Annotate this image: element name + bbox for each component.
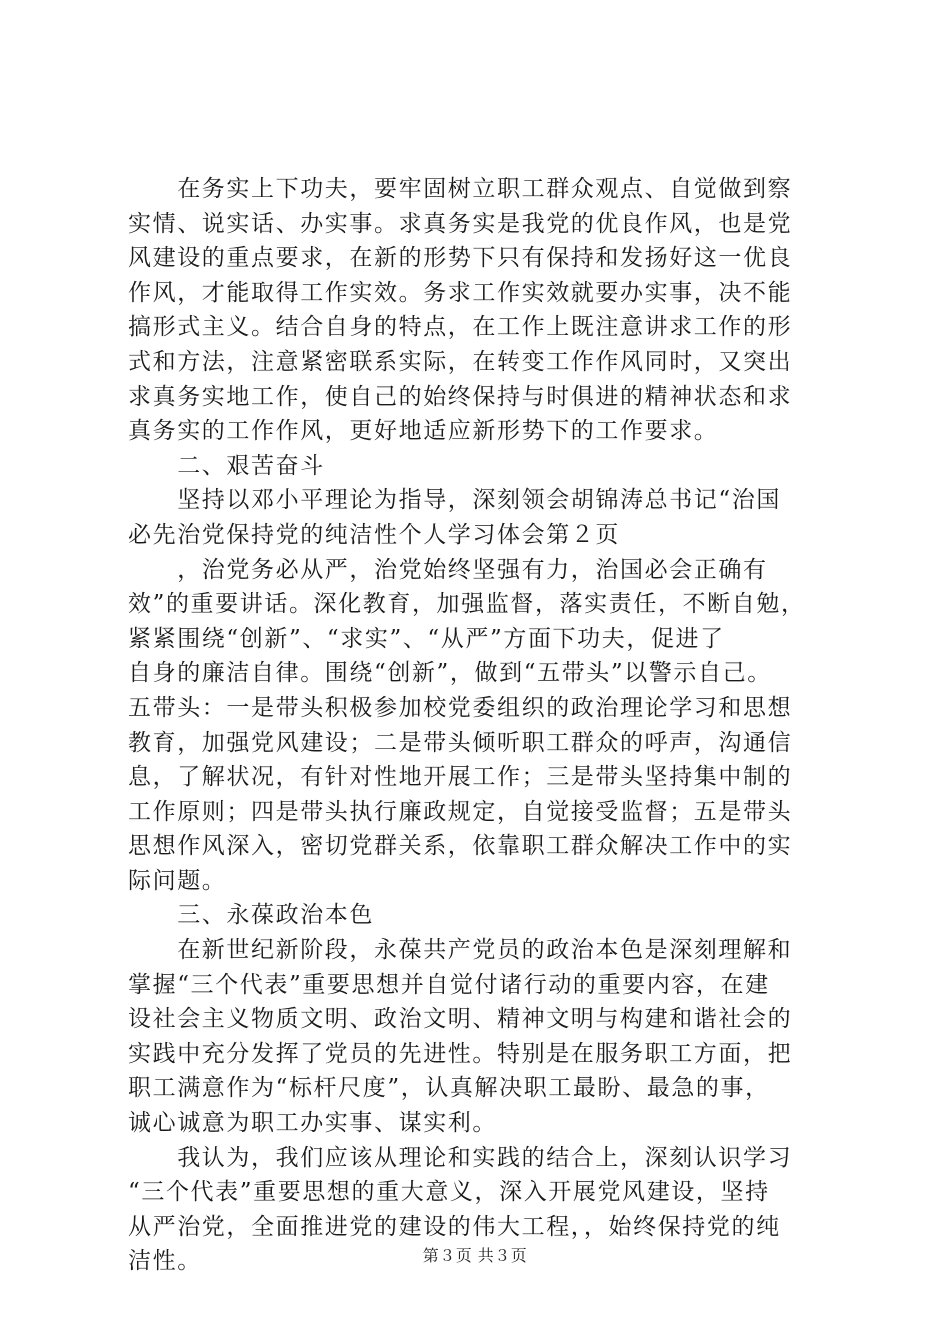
page-footer: 第３页 共３页 bbox=[422, 1246, 528, 1265]
text-line: 五带头：一是带头积极参加校党委组织的政治理论学习和思想 bbox=[128, 694, 793, 721]
text-line: ，治党务必从严，治党始终坚强有力，治国必会正确有 bbox=[128, 556, 768, 583]
text-line: 搞形式主义。结合自身的特点，在工作上既注意讲求工作的形 bbox=[128, 314, 793, 341]
text-line: 紧紧围绕“创新”、“求实”、“从严”方面下功夫，促进了 bbox=[128, 625, 725, 652]
text-line: 职工满意作为“标杆尺度”，认真解决职工最盼、最急的事， bbox=[128, 1075, 770, 1102]
text-line: 在务实上下功夫，要牢固树立职工群众观点、自觉做到察 bbox=[128, 176, 793, 202]
text-line: 自身的廉洁自律。围绕“创新”，做到“五带头”以警示自己。 bbox=[128, 660, 772, 687]
text-line: 诚心诚意为职工办实事、谋实利。 bbox=[128, 1110, 497, 1137]
text-line: 实情、说实话、办实事。求真务实是我党的优良作风，也是党 bbox=[128, 210, 793, 237]
text-line: 真务实的工作作风，更好地适应新形势下的工作要求。 bbox=[128, 418, 719, 445]
document-body bbox=[128, 172, 828, 1279]
text-line: 二、艰苦奋斗 bbox=[128, 452, 325, 479]
text-line: 洁性。 bbox=[128, 1248, 202, 1275]
text-line: 工作原则；四是带头执行廉政规定，自觉接受监督；五是带头 bbox=[128, 798, 793, 825]
text-line: 从严治党，全面推进党的建设的伟大工程，，始终保持党的纯 bbox=[128, 1213, 781, 1240]
text-line: 际问题。 bbox=[128, 867, 227, 894]
text-line: 求真务实地工作，使自己的始终保持与时俱进的精神状态和求 bbox=[128, 383, 793, 410]
text-line: 我认为，我们应该从理论和实践的结合上，深刻认识学习 bbox=[128, 1144, 793, 1171]
text-line: 坚持以邓小平理论为指导，深刻领会胡锦涛总书记“治国 bbox=[128, 487, 781, 514]
text-line: 在新世纪新阶段，永葆共产党员的政治本色是深刻理解和 bbox=[128, 937, 793, 964]
text-line: 掌握“三个代表”重要思想并自觉付诸行动的重要内容，在建 bbox=[128, 971, 770, 998]
text-line: 式和方法，注意紧密联系实际，在转变工作作风同时，又突出 bbox=[128, 348, 793, 375]
text-line: 教育，加强党风建设；二是带头倾听职工群众的呼声，沟通信 bbox=[128, 729, 793, 756]
text-line: 思想作风深入，密切党群关系，依靠职工群众解决工作中的实 bbox=[128, 833, 793, 860]
text-line: 实践中充分发挥了党员的先进性。特别是在服务职工方面，把 bbox=[128, 1040, 793, 1067]
text-line: 风建设的重点要求，在新的形势下只有保持和发扬好这一优良 bbox=[128, 245, 793, 272]
text-line: 息，了解状况，有针对性地开展工作；三是带头坚持集中制的 bbox=[128, 764, 793, 791]
text-line: 三、永葆政治本色 bbox=[128, 902, 374, 929]
text-line: “三个代表”重要思想的重大意义，深入开展党风建设，坚持 bbox=[128, 1179, 770, 1206]
text-line: 作风，才能取得工作实效。务求工作实效就要办实事，决不能 bbox=[128, 279, 793, 306]
text-line: 设社会主义物质文明、政治文明、精神文明与构建和谐社会的 bbox=[128, 1006, 793, 1033]
text-line: 必先治党保持党的纯洁性个人学习体会第２页 bbox=[128, 521, 620, 548]
text-line: 效”的重要讲话。深化教育，加强监督，落实责任，不断自勉， bbox=[128, 591, 806, 618]
